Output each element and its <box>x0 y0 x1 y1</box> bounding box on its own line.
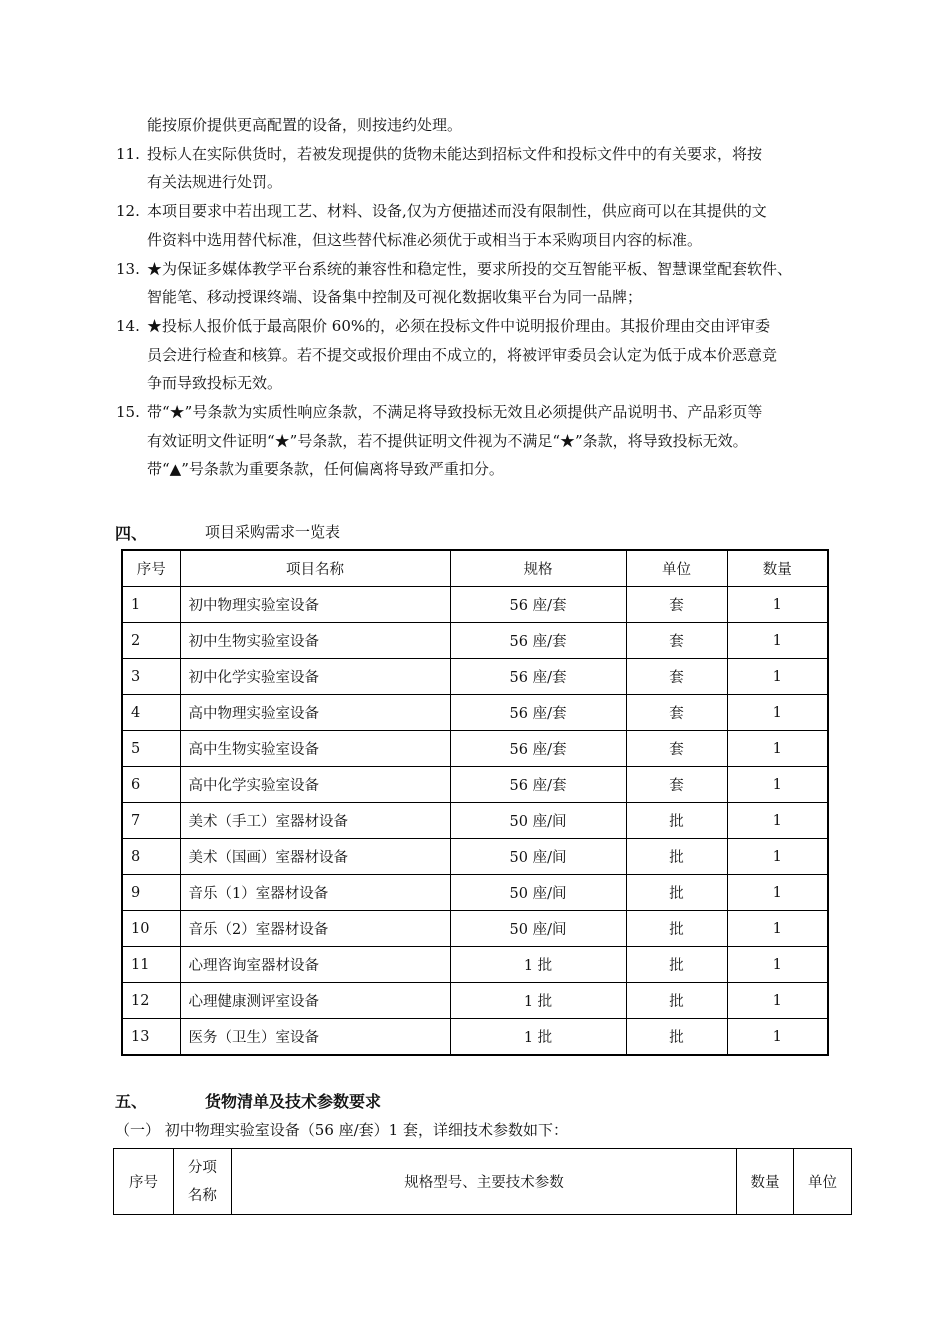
cell-name: 初中物理实验室设备 <box>180 587 450 623</box>
clause-text-line: ★为保证多媒体教学平台系统的兼容性和稳定性，要求所投的交互智能平板、智慧课堂配套软件、 <box>147 259 793 278</box>
section-4-title: 项目采购需求一览表 <box>205 523 341 541</box>
header-index: 序号 <box>114 1149 174 1215</box>
cell-spec: 1 批 <box>450 1019 626 1056</box>
subsection-heading: （一） 初中物理实验室设备（56 座/套）1 套，详细技术参数如下： <box>115 1121 568 1139</box>
cell-qty: 1 <box>727 875 828 911</box>
cell-index: 2 <box>122 623 180 659</box>
clause-text-line: 能按原价提供更高配置的设备，则按违约处理。 <box>147 116 463 134</box>
table-row <box>122 983 828 1019</box>
table-row <box>122 731 828 767</box>
cell-name: 音乐（2）室器材设备 <box>180 911 450 947</box>
table-row <box>122 587 828 623</box>
cell-unit: 批 <box>626 1019 727 1056</box>
header-spec: 规格型号、主要技术参数 <box>231 1149 736 1215</box>
header-item-line2: 名称 <box>187 1187 217 1204</box>
cell-unit: 套 <box>626 695 727 731</box>
cell-unit: 套 <box>626 767 727 803</box>
clause-number: 15. <box>116 403 140 421</box>
clause-text-line: 件资料中选用替代标准，但这些替代标准必须优于或相当于本采购项目内容的标准。 <box>147 230 703 249</box>
table-header-row <box>114 1149 852 1215</box>
cell-spec: 50 座/间 <box>450 803 626 839</box>
cell-qty: 1 <box>727 803 828 839</box>
clause-text-line: 有效证明文件证明“★”号条款，若不提供证明文件视为不满足“★”条款，将导致投标无效。 <box>147 431 748 450</box>
clause-number: 14. <box>116 316 140 335</box>
cell-spec: 56 座/套 <box>450 623 626 659</box>
cell-spec: 56 座/套 <box>450 659 626 695</box>
cell-spec: 1 批 <box>450 947 626 983</box>
clause-text-line: 有关法规进行处罚。 <box>147 173 283 192</box>
procurement-summary-table <box>121 549 829 1056</box>
cell-unit: 批 <box>626 875 727 911</box>
header-item-name <box>173 1149 231 1215</box>
cell-qty: 1 <box>727 623 828 659</box>
section-4-number: 四、 <box>115 524 148 543</box>
header-qty: 数量 <box>737 1149 794 1215</box>
table-row <box>122 767 828 803</box>
cell-qty: 1 <box>727 767 828 803</box>
cell-spec: 1 批 <box>450 983 626 1019</box>
clause-text-line: 带“★”号条款为实质性响应条款，不满足将导致投标无效且必须提供产品说明书、产品彩页等 <box>147 403 763 421</box>
cell-index: 4 <box>122 695 180 731</box>
table-row <box>122 659 828 695</box>
header-item-line1: 分项 <box>187 1159 217 1176</box>
clause-text-line: 员会进行检查和核算。若不提交或报价理由不成立的，将被评审委员会认定为低于成本价恶意竞 <box>147 345 778 364</box>
cell-qty: 1 <box>727 983 828 1019</box>
clause-text-line: 智能笔、移动授课终端、设备集中控制及可视化数据收集平台为同一品牌； <box>147 288 643 307</box>
cell-name: 心理健康测评室设备 <box>180 983 450 1019</box>
cell-qty: 1 <box>727 659 828 695</box>
cell-qty: 1 <box>727 695 828 731</box>
header-unit: 单位 <box>626 550 727 587</box>
cell-spec: 56 座/套 <box>450 587 626 623</box>
table-header-row <box>122 550 828 587</box>
clause-number: 11. <box>116 144 140 163</box>
cell-name: 初中生物实验室设备 <box>180 623 450 659</box>
cell-name: 心理咨询室器材设备 <box>180 947 450 983</box>
cell-spec: 56 座/套 <box>450 731 626 767</box>
cell-index: 13 <box>122 1019 180 1056</box>
cell-index: 8 <box>122 839 180 875</box>
cell-qty: 1 <box>727 587 828 623</box>
cell-spec: 50 座/间 <box>450 839 626 875</box>
clause-number: 13. <box>116 259 140 278</box>
cell-index: 1 <box>122 587 180 623</box>
cell-unit: 套 <box>626 587 727 623</box>
table-row <box>122 839 828 875</box>
clause-text-line: 带“▲”号条款为重要条款，任何偏离将导致严重扣分。 <box>147 460 504 479</box>
cell-unit: 套 <box>626 659 727 695</box>
cell-name: 高中物理实验室设备 <box>180 695 450 731</box>
cell-qty: 1 <box>727 1019 828 1056</box>
cell-name: 美术（手工）室器材设备 <box>180 803 450 839</box>
cell-index: 10 <box>122 911 180 947</box>
cell-unit: 批 <box>626 911 727 947</box>
technical-params-table <box>113 1148 852 1215</box>
table-row <box>122 911 828 947</box>
cell-name: 音乐（1）室器材设备 <box>180 875 450 911</box>
section-5-title: 货物清单及技术参数要求 <box>205 1092 382 1111</box>
header-name: 项目名称 <box>180 550 450 587</box>
cell-index: 5 <box>122 731 180 767</box>
cell-unit: 批 <box>626 947 727 983</box>
cell-name: 美术（国画）室器材设备 <box>180 839 450 875</box>
cell-name: 高中化学实验室设备 <box>180 767 450 803</box>
cell-name: 高中生物实验室设备 <box>180 731 450 767</box>
cell-unit: 批 <box>626 803 727 839</box>
header-unit: 单位 <box>794 1149 852 1215</box>
clause-number: 12. <box>116 202 140 221</box>
clause-text-line: ★投标人报价低于最高限价 60%的，必须在投标文件中说明报价理由。其报价理由交由评审委 <box>147 316 771 335</box>
header-qty: 数量 <box>727 550 828 587</box>
clause-text-line: 争而导致投标无效。 <box>147 374 283 393</box>
table-row <box>122 695 828 731</box>
cell-name: 医务（卫生）室设备 <box>180 1019 450 1056</box>
table-row <box>122 1019 828 1056</box>
cell-spec: 56 座/套 <box>450 767 626 803</box>
table-row <box>122 875 828 911</box>
cell-qty: 1 <box>727 839 828 875</box>
cell-index: 9 <box>122 875 180 911</box>
cell-unit: 套 <box>626 731 727 767</box>
cell-qty: 1 <box>727 947 828 983</box>
cell-spec: 50 座/间 <box>450 911 626 947</box>
table-row <box>122 803 828 839</box>
cell-qty: 1 <box>727 911 828 947</box>
clause-text-line: 投标人在实际供货时，若被发现提供的货物未能达到招标文件和投标文件中的有关要求，将按 <box>147 144 763 163</box>
section-5-number: 五、 <box>115 1092 148 1111</box>
clause-text-line: 本项目要求中若出现工艺、材料、设备,仅为方便描述而没有限制性，供应商可以在其提供的文 <box>147 202 767 221</box>
cell-unit: 套 <box>626 623 727 659</box>
cell-name: 初中化学实验室设备 <box>180 659 450 695</box>
header-spec: 规格 <box>450 550 626 587</box>
cell-index: 12 <box>122 983 180 1019</box>
cell-spec: 50 座/间 <box>450 875 626 911</box>
cell-index: 6 <box>122 767 180 803</box>
cell-index: 3 <box>122 659 180 695</box>
cell-unit: 批 <box>626 839 727 875</box>
cell-index: 7 <box>122 803 180 839</box>
table-row <box>122 623 828 659</box>
cell-qty: 1 <box>727 731 828 767</box>
cell-spec: 56 座/套 <box>450 695 626 731</box>
header-index: 序号 <box>122 550 180 587</box>
cell-unit: 批 <box>626 983 727 1019</box>
table-row <box>122 947 828 983</box>
cell-index: 11 <box>122 947 180 983</box>
